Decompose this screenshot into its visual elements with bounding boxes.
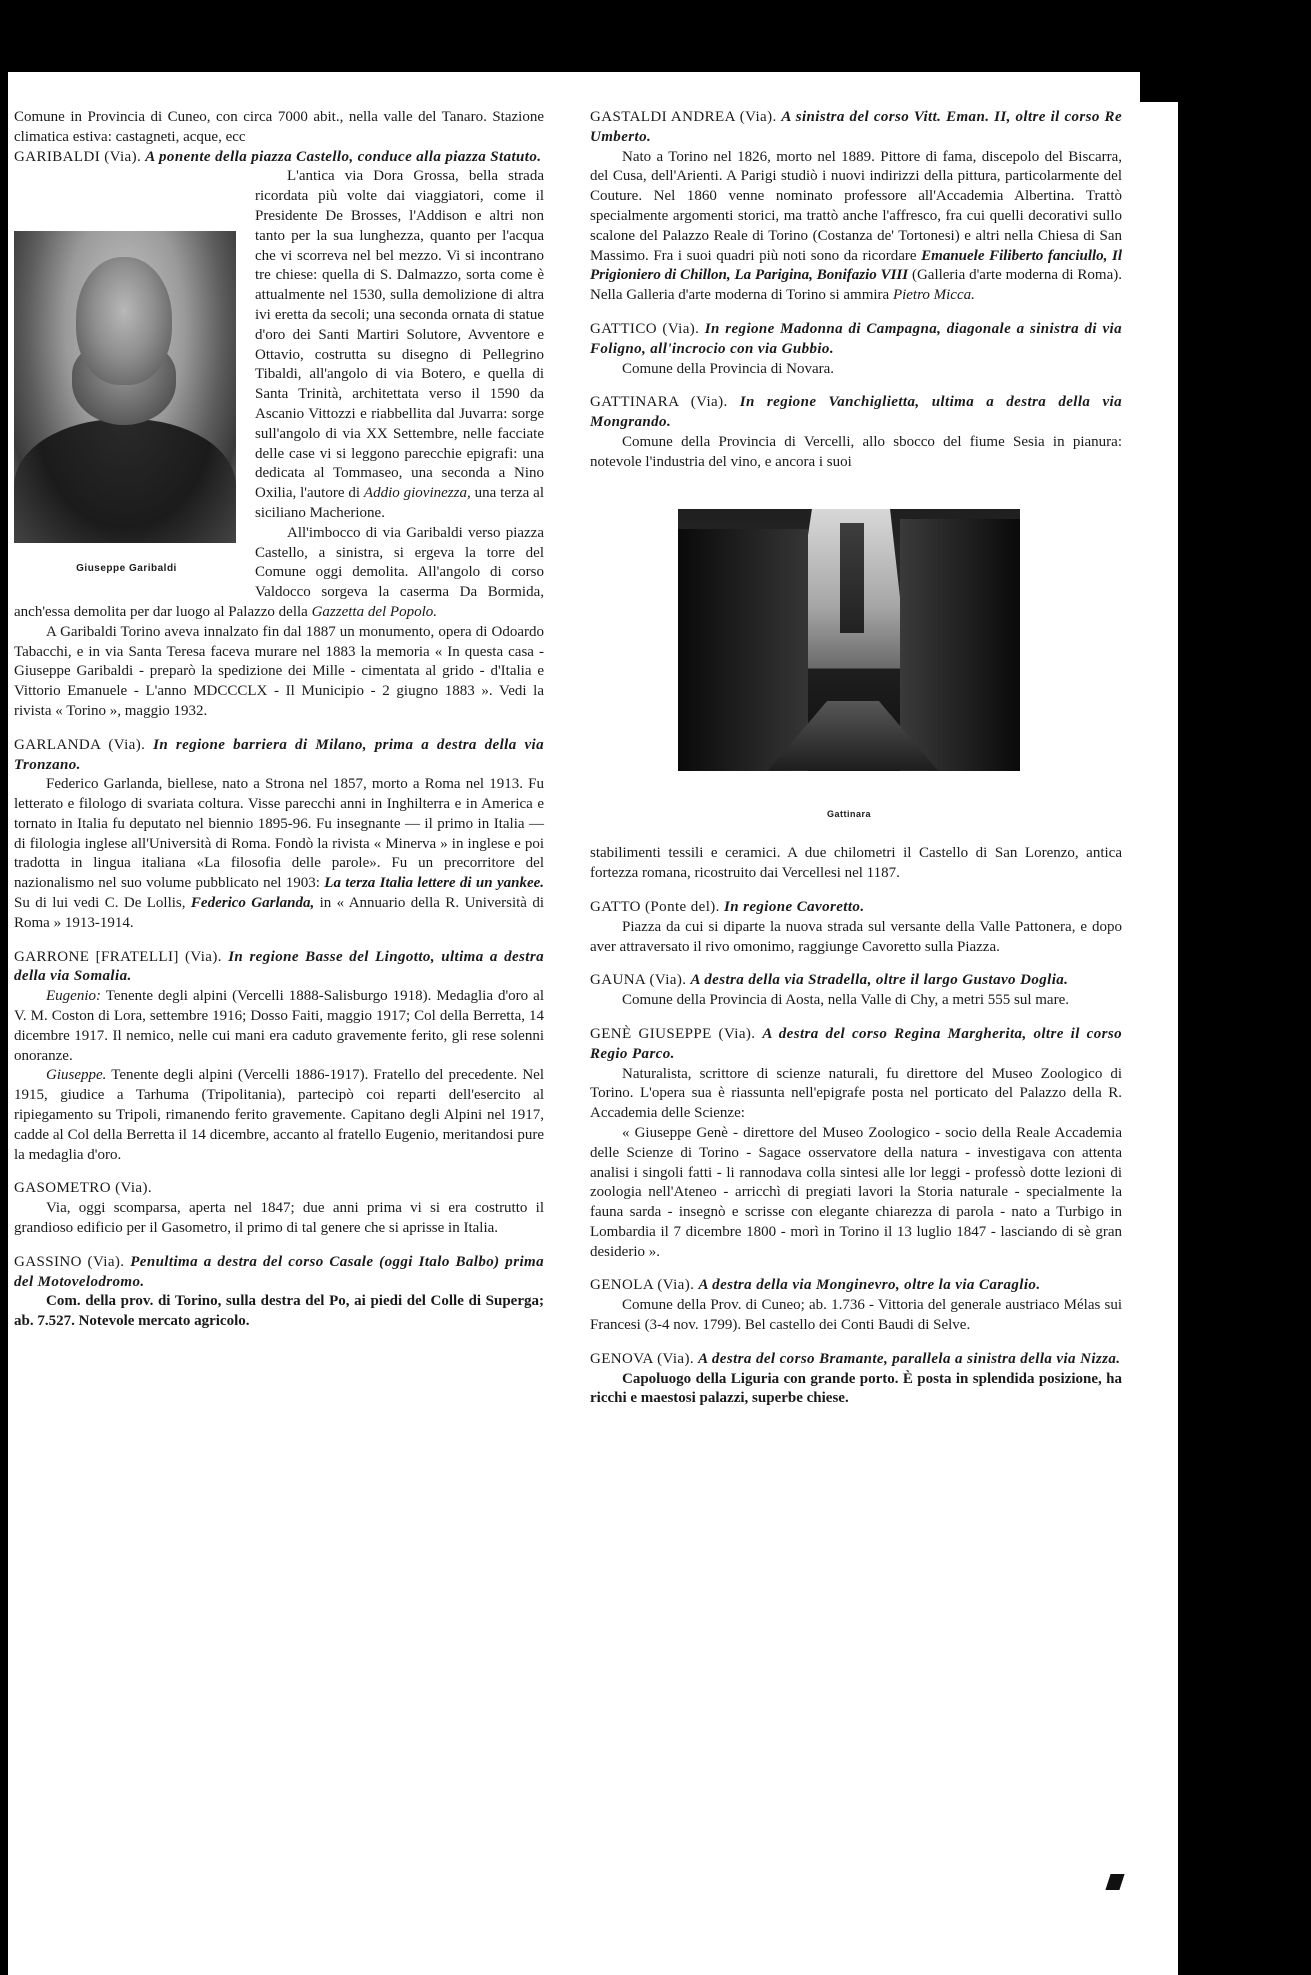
entry-gauna: [590, 971, 1122, 1011]
entry-gattinara: [590, 393, 1122, 884]
entry-location: In regione Cavoretto.: [723, 898, 865, 915]
entry-heading: [590, 320, 1122, 360]
entry-text: Com. della prov. di Torino, sulla destra del Po, ai piedi del Colle di Superga; ab. 7.527. Notevole mercato agricolo.: [14, 1293, 544, 1330]
entry-garrone: [14, 948, 544, 1166]
entry-text: Comune della Prov. di Cuneo; ab. 1.736 - Vittoria del generale austriaco Mélas sui Francesi (3-4 nov. 1799). Bel castello dei Conti Baudi di Selve.: [590, 1297, 1122, 1334]
entry-heading: [590, 108, 1122, 148]
portrait-figure: [14, 167, 239, 579]
entry-text: Federico Garlanda, biellese, nato a Strona nel 1857, morto a Roma nel 1913. Fu letterato e filologo di svariata coltura. Visse parecchi anni in Inghilterra e in America e tornato in Italia fu deputato nel biennio 1895-96. Fu insegnante — il primo in Italia — di filologia inglese all'Università di Roma. Fondò la rivista « Minerva » in inglese e poi tradotta in lingua italiana «La filosofia delle parole». Fu un precorritore del nazionalismo nel suo volume pubblicato nel 1903: La terza Italia lettere di un yankee. Su di lui vedi C. De Lollis, Federico Garlanda, in « Annuario della R. Università di Roma » 1913-1914.: [14, 776, 545, 931]
page-mark: [1105, 1874, 1124, 1890]
entry-gene: [590, 1025, 1122, 1263]
entry-text: All'imbocco di via Garibaldi verso piazza Castello, a sinistra, si ergeva la torre del Comune oggi demolita. All'angolo di corso Valdocco sorgeva la caserma Da Bormida, anch'essa demolita per dar luogo al Palazzo della Gazzetta del Popolo.: [14, 524, 544, 620]
scan-border-right: [1178, 0, 1311, 1975]
entry-heading: [14, 736, 544, 776]
entry-name: GARRONE [FRATELLI] (Via).: [14, 948, 222, 965]
entry-location: In regione Madonna di Campagna, diagonale a sinistra di via Foligno, all'incrocio con via Gubbio.: [590, 320, 1122, 357]
entry-garibaldi: [14, 148, 544, 722]
entry-text: Giuseppe. Tenente degli alpini (Vercelli 1886-1917). Fratello del precedente. Nel 1915, giudice a Tarhuma (Tripolitania), partecipò coi reparti dell'esercito al ripiegamento su Tripoli, rimanendo ferito gravemente. Capitano degli Alpini nel 1917, cadde al Col della Berretta il 14 dicembre, accanto al fratello Eugenio, meritandosi pure la medaglia d'oro.: [14, 1067, 544, 1163]
entry-name: GASSINO (Via).: [14, 1253, 125, 1270]
photo-figure: [678, 509, 1020, 825]
entry-text: Eugenio: Tenente degli alpini (Vercelli 1888-Salisburgo 1918). Medaglia d'oro al V. M. Coston di Lora, settembre 1916; Dosso Faiti, maggio 1917; Col della Berretta, 14 dicembre 1917. Il nemico, nelle cui mani era caduto gravemente ferito, gli rese solenni onoranze.: [14, 988, 544, 1064]
entry-genola: [590, 1276, 1122, 1335]
entry-location: A ponente della piazza Castello, conduce alla piazza Statuto.: [145, 148, 542, 165]
left-column: [14, 108, 544, 1346]
entry-name: GENOVA (Via).: [590, 1350, 695, 1367]
entry-garlanda: [14, 736, 544, 934]
entry-heading: [590, 1276, 1122, 1296]
entry-name: GASTALDI ANDREA (Via).: [590, 109, 777, 125]
entry-text: Piazza da cui si diparte la nuova strada sul versante della Valle Pattonera, e dopo aver attraversato il rivo omonimo, raggiunge Cavoretto sulla Piazza.: [590, 918, 1122, 955]
scan-border-notch: [1140, 72, 1178, 102]
scan-border-top: [0, 0, 1311, 72]
entry-heading: [14, 948, 544, 988]
entry-name: GASOMETRO (Via).: [14, 1180, 152, 1197]
entry-heading: [590, 1025, 1122, 1065]
entry-name: GENOLA (Via).: [590, 1277, 695, 1294]
entry-text: L'antica via Dora Grossa, bella strada ricordata più volte dai viaggiatori, come il Presidente De Brosses, l'Addison e altri non tanto per la sua lunghezza, quanto per l'acqua che vi scorreva nel bel mezzo. Vi si incontrano tre chiese: quella di S. Dalmazzo, sorta come è attualmente nel 1530, sulla demolizione di altra ivi eretta da secoli; una seconda ornata di statue d'oro dei Santi Martiri Solutore, Avventore e Ottavio, costrutta su disegno di Pellegrino Tibaldi, all'angolo di via Botero, e quella di Santa Trinità, architettata verso il 1590 da Ascanio Vittozzi e riabbellita dal Juvarra: sorge sull'angolo di via XX Settembre, nelle facciate delle case vi si leggono parecchie epigrafi: una dedicata al Tommaseo, una seconda a Nino Oxilia, l'autore di Addio giovinezza, una terza al siciliano Macherione.: [255, 168, 545, 521]
intro-text: Comune in Provincia di Cuneo, con circa 7000 abit., nella valle del Tanaro. Stazione climatica estiva: castagneti, acque, ecc: [14, 109, 544, 145]
entry-heading: [14, 148, 544, 168]
entry-gasometro: [14, 1179, 544, 1238]
entry-location: A destra della via Monginevro, oltre la via Caraglio.: [698, 1277, 1041, 1294]
entry-name: GATTICO (Via).: [590, 320, 700, 337]
gattinara-photo-image: [678, 509, 1020, 771]
entry-gastaldi: [590, 108, 1122, 306]
entry-location: A destra del corso Bramante, parallela a sinistra della via Nizza.: [698, 1350, 1121, 1367]
entry-text: Via, oggi scomparsa, aperta nel 1847; due anni prima vi si era costrutto il grandioso edificio per il Gasometro, il primo di tal genere che si aprisse in Italia.: [14, 1200, 544, 1237]
entry-text: Comune della Provincia di Aosta, nella Valle di Chy, a metri 555 sul mare.: [622, 992, 1069, 1009]
entry-name: GAUNA (Via).: [590, 972, 687, 989]
entry-genova: [590, 1350, 1122, 1409]
photo-caption: Gattinara: [826, 808, 871, 819]
entry-text: Comune della Provincia di Novara.: [622, 360, 835, 377]
entry-location: A destra del corso Regina Margherita, oltre il corso Regio Parco.: [590, 1025, 1123, 1062]
entry-location: A destra della via Stradella, oltre il largo Gustavo Doglia.: [690, 972, 1069, 989]
entry-heading: [590, 393, 1122, 433]
entry-name: GARLANDA (Via).: [14, 736, 146, 753]
entry-location: In regione Vanchiglietta, ultima a destra della via Mongrando.: [590, 394, 1122, 431]
entry-location: In regione Basse del Lingotto, ultima a destra della via Somalia.: [14, 948, 544, 985]
entry-text: Comune della Provincia di Vercelli, allo sbocco del fiume Sesia in pianura: notevole l'industria del vino, e ancora i suoi: [590, 433, 1122, 470]
entry-name: GATTINARA (Via).: [590, 394, 728, 411]
entry-heading: [14, 1253, 544, 1293]
entry-location: Penultima a destra del corso Casale (oggi Italo Balbo) prima del Motovelodromo.: [14, 1253, 544, 1290]
entry-text: Nato a Torino nel 1826, morto nel 1889. Pittore di fama, discepolo del Biscarra, del Cusa, dell'Arienti. A Parigi studiò i nuovi indirizzi della pittura, particolarmente del Couture. Nel 1860 venne nominato professore all'Accademia Albertina. Trattò specialmente argomenti storici, ma trattò anche l'affresco, fra cui quelli decorativi sullo scalone del Palazzo Reale di Torino (Costanza de' Tortonesi) e altri nella Chiesa di San Massimo. Fra i suoi quadri più noti sono da ricordare Emanuele Filiberto fanciullo, Il Prigioniero di Chillon, La Parigina, Bonifazio VIII (Galleria d'arte moderna di Roma). Nella Galleria d'arte moderna di Torino si ammira Pietro Micca.: [590, 148, 1123, 304]
entry-gatto: [590, 898, 1122, 957]
entry-location: In regione barriera di Milano, prima a destra della via Tronzano.: [14, 736, 544, 773]
entry-location: A sinistra del corso Vitt. Eman. II, oltre il corso Re Umberto.: [590, 109, 1122, 145]
garibaldi-portrait-image: [14, 231, 236, 543]
entry-heading: [590, 1350, 1122, 1370]
entry-text: Capoluogo della Liguria con grande porto. È posta in splendida posizione, ha ricchi e maestosi palazzi, superbe chiese.: [590, 1370, 1122, 1407]
scan-border-left: [0, 0, 8, 1975]
entry-name: GATTO (Ponte del).: [590, 898, 720, 915]
entry-text: Naturalista, scrittore di scienze naturali, fu direttore del Museo Zoologico di Torino. L'opera sua è riassunta nell'epigrafe posta nel porticato del Palazzo della R. Accademia delle Scienze:: [590, 1065, 1122, 1122]
entry-gattico: [590, 320, 1122, 379]
entry-text: stabilimenti tessili e ceramici. A due chilometri il Castello di San Lorenzo, antica fortezza romana, ricostruito dai Vercellesi nel 1187.: [590, 845, 1122, 882]
entry-gassino: [14, 1253, 544, 1332]
right-column: [590, 108, 1122, 1423]
entry-name: GARIBALDI (Via).: [14, 148, 142, 165]
portrait-caption: Giuseppe Garibaldi: [76, 563, 177, 575]
entry-text: A Garibaldi Torino aveva innalzato fin dal 1887 un monumento, opera di Odoardo Tabacchi, e in via Santa Teresa faceva murare nel 1883 la memoria « In questa casa - Giuseppe Garibaldi - preparò la spedizione dei Mille - cimentata al grido - d'Italia e Vittorio Emanuele - L'anno MDCCCLX - Il Municipio - 2 giugno 1883 ». Vedi la rivista « Torino », maggio 1932.: [14, 623, 544, 719]
entry-heading: [590, 898, 1122, 918]
entry-name: GENÈ GIUSEPPE (Via).: [590, 1025, 756, 1042]
entry-heading: [590, 971, 1122, 991]
entry-text: « Giuseppe Genè - direttore del Museo Zoologico - socio della Reale Accademia delle Scienze di Torino - Sagace osservatore della natura - investigava con attenta analisi i singoli fatti - li rannodava colla sintesi alle lor leggi - professò dotte lezioni di zoologia nell'Ateneo - arricchì di pregiati lavori la Storia naturale - specialmente la fauna sarda - insegnò e scrisse con elegante chiarezza di parola - nato a Turbigo in Lombardia il 7 dicembre 1800 - morì in Torino il 13 luglio 1847 - lasciando di sè gran desiderio ».: [590, 1124, 1122, 1260]
